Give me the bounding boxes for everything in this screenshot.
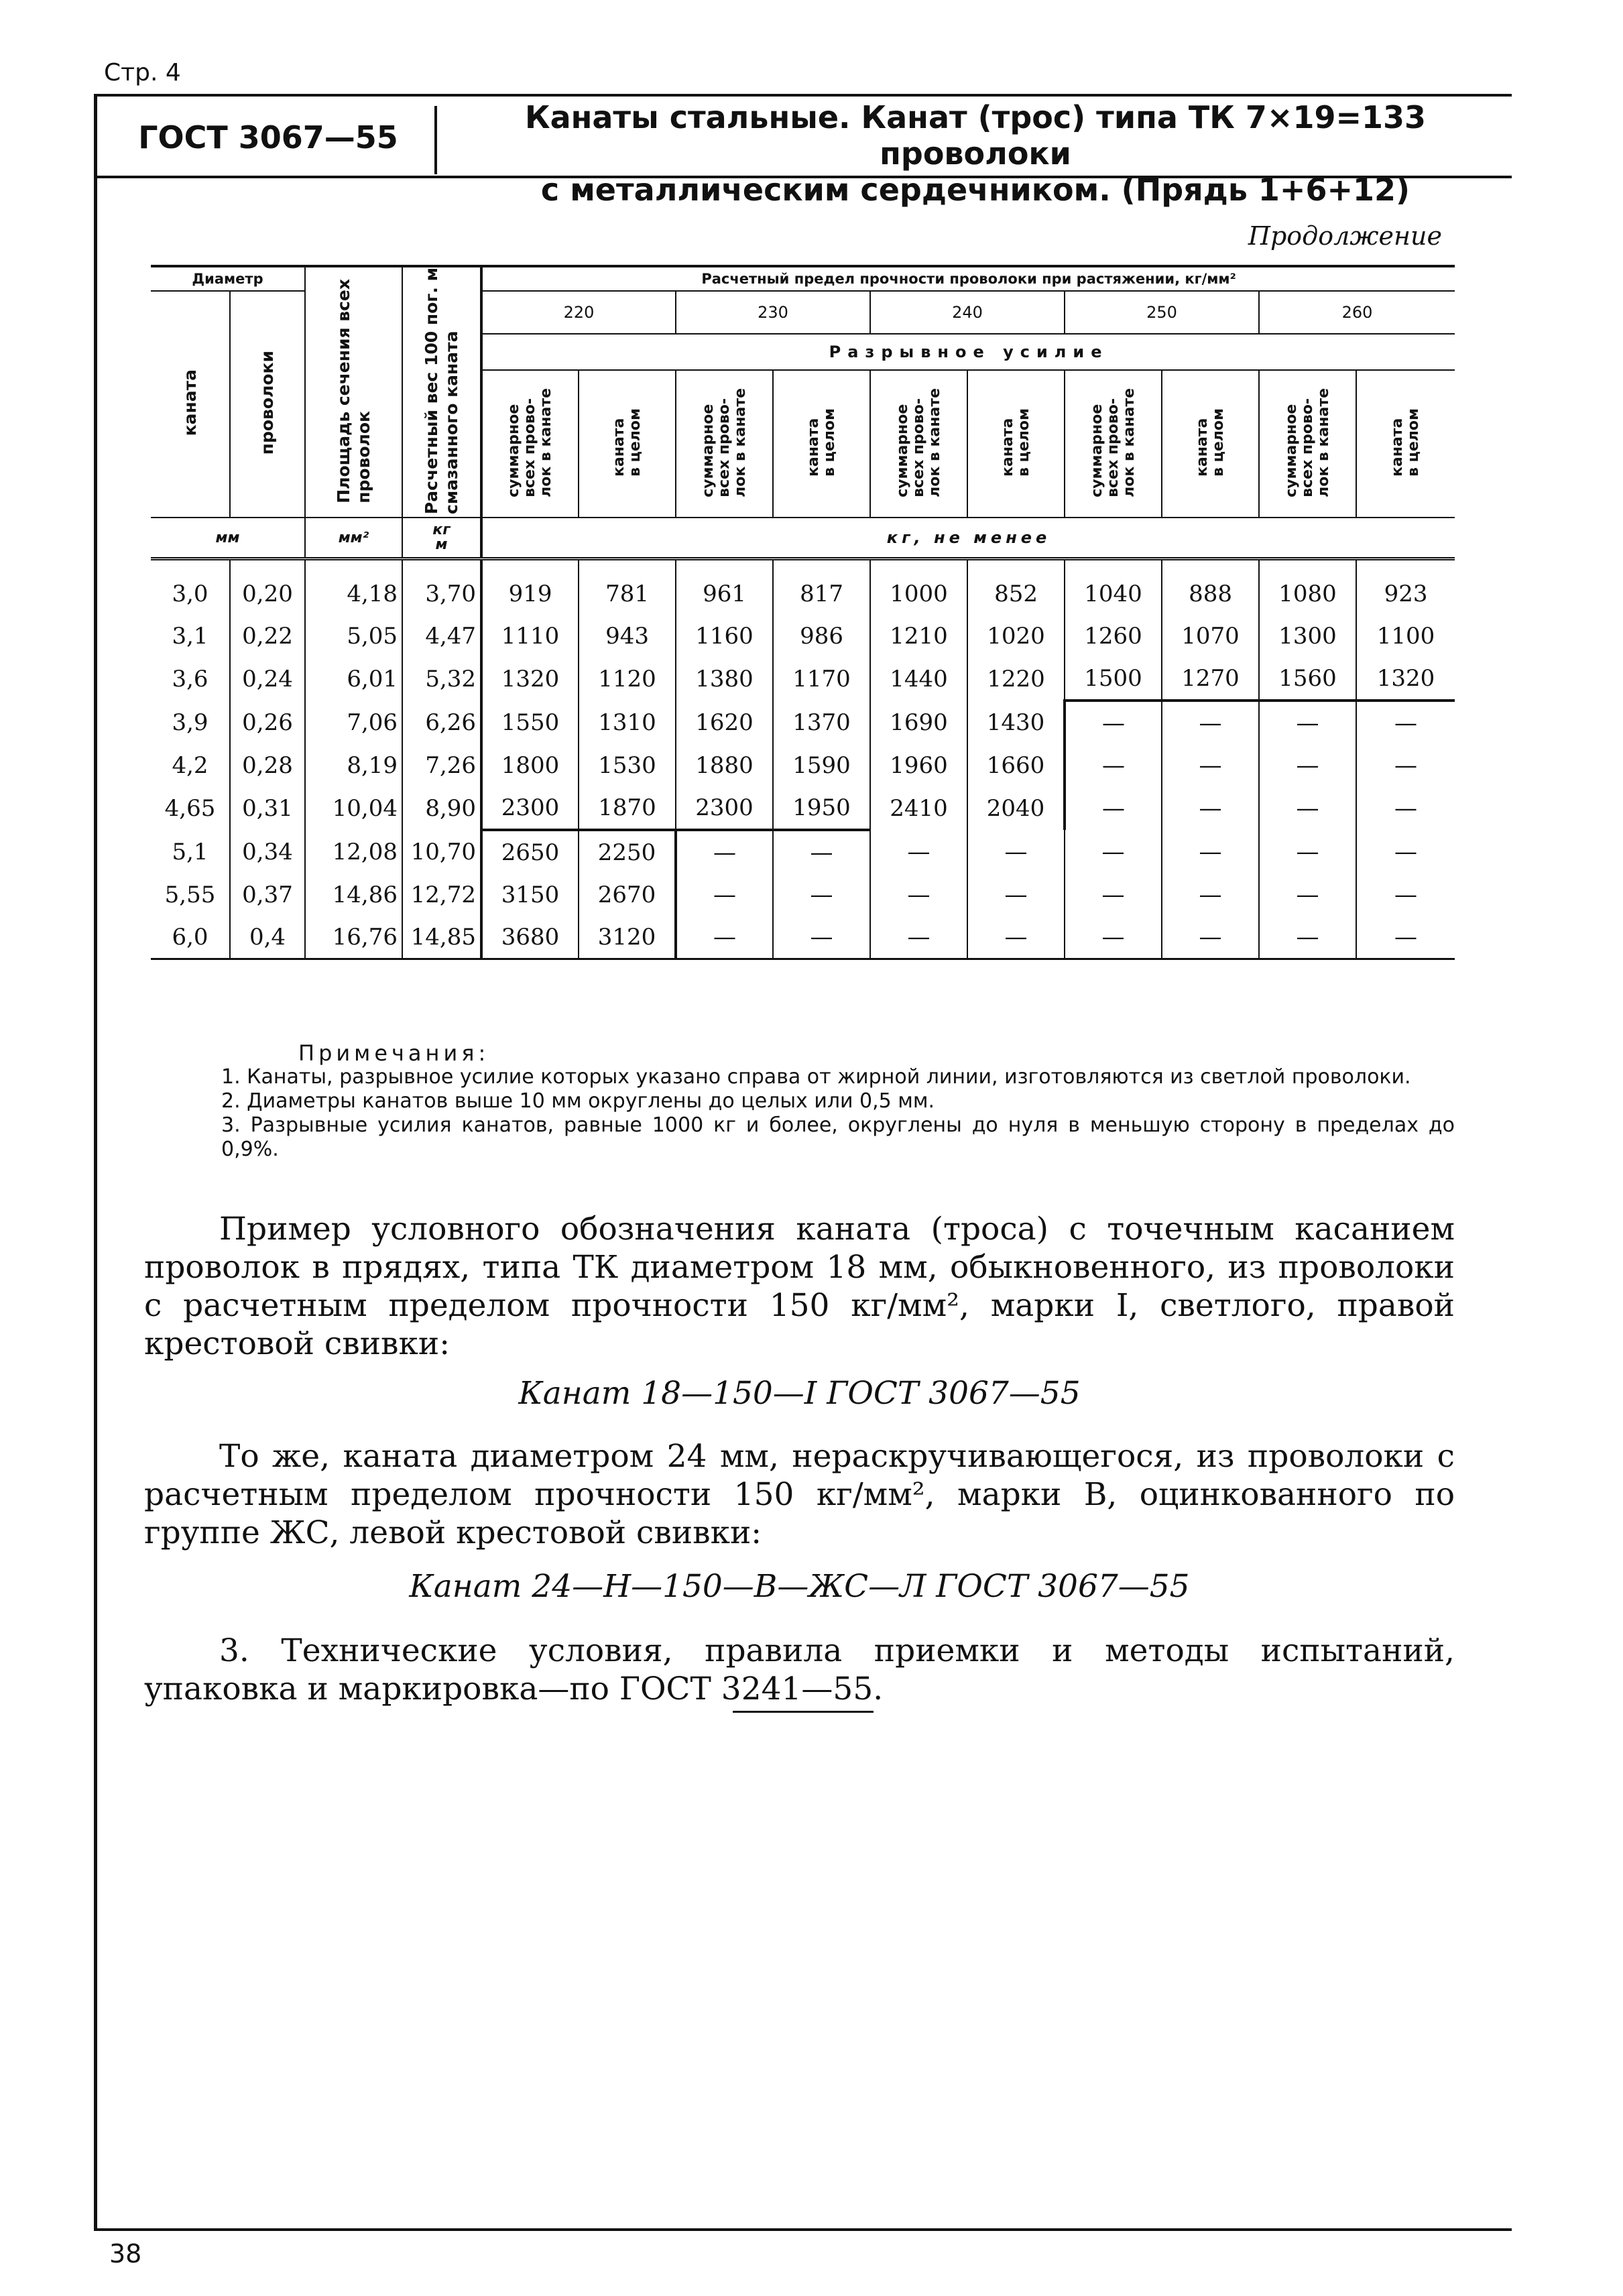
table-cell: 1170 xyxy=(773,657,870,701)
strength-240: 240 xyxy=(870,291,1065,334)
table-cell: — xyxy=(967,830,1065,873)
header-sum-260: суммарное всех прово- лок в канате xyxy=(1259,370,1356,518)
table-cell: 6,0 xyxy=(172,923,208,951)
table-cell: 0,37 xyxy=(230,873,305,916)
body-text xyxy=(144,1210,1455,1708)
table-cell: 1320 xyxy=(1356,657,1455,701)
table-cell: 1440 xyxy=(870,657,967,701)
table-cell: — xyxy=(1356,744,1455,786)
table-row xyxy=(151,873,1455,916)
table-cell: — xyxy=(773,873,870,916)
table-cell: 2670 xyxy=(579,873,676,916)
header-weight: Расчетный вес 100 пог. м смазанного каната xyxy=(402,266,481,518)
strength-230: 230 xyxy=(676,291,870,334)
table-cell: 2410 xyxy=(870,786,967,830)
table-cell: 1370 xyxy=(773,701,870,744)
table-cell: 3,6 xyxy=(172,665,208,692)
table-cell: 1950 xyxy=(773,786,870,830)
table-cell: 1160 xyxy=(676,615,773,657)
table-cell: 7,06 xyxy=(305,701,402,744)
table-cell: 1040 xyxy=(1065,559,1162,615)
notes xyxy=(221,1041,1455,1162)
table-cell: 2650 xyxy=(481,830,579,873)
table-cell: 923 xyxy=(1356,559,1455,615)
table-cell: — xyxy=(1259,744,1356,786)
table-cell: 1100 xyxy=(1356,615,1455,657)
strength-250: 250 xyxy=(1065,291,1259,334)
table-cell: — xyxy=(773,830,870,873)
header-whole-220: каната в целом xyxy=(579,370,676,518)
table-cell: 1550 xyxy=(481,701,579,744)
table-cell: 1560 xyxy=(1259,657,1356,701)
table-cell: 8,90 xyxy=(402,786,481,830)
table-cell: 7,26 xyxy=(402,744,481,786)
table-cell: 781 xyxy=(579,559,676,615)
table-cell: 6,01 xyxy=(305,657,402,701)
header-whole-260: каната в целом xyxy=(1356,370,1455,518)
table-cell: 5,32 xyxy=(402,657,481,701)
table-cell: — xyxy=(1356,830,1455,873)
document-title xyxy=(456,99,1495,208)
header-area: Площадь сечения всех проволок xyxy=(305,266,402,518)
table-cell: 943 xyxy=(579,615,676,657)
note-2: 2. Диаметры канатов выше 10 мм округлены до целых или 0,5 мм. xyxy=(221,1089,935,1113)
table-cell: 1870 xyxy=(579,786,676,830)
table-cell: — xyxy=(1259,701,1356,744)
table-cell: 1110 xyxy=(481,615,579,657)
table-row xyxy=(151,830,1455,873)
table-cell: 16,76 xyxy=(305,916,402,959)
table-cell: 0,26 xyxy=(230,701,305,744)
table-cell: — xyxy=(676,873,773,916)
table-cell: — xyxy=(676,830,773,873)
table-cell: — xyxy=(1356,873,1455,916)
table-cell: 1880 xyxy=(676,744,773,786)
table-cell: 888 xyxy=(1162,559,1259,615)
table-cell: 1080 xyxy=(1259,559,1356,615)
table-cell: 1300 xyxy=(1259,615,1356,657)
table-row xyxy=(151,615,1455,657)
table-cell: 0,22 xyxy=(230,615,305,657)
table-cell: 1500 xyxy=(1065,657,1162,701)
standard-id: ГОСТ 3067—55 xyxy=(138,119,398,156)
page-label: Стр. 4 xyxy=(104,59,181,86)
table-cell: 1320 xyxy=(481,657,579,701)
unit-kg-min: кг, не менее xyxy=(481,518,1455,559)
table-cell: 1310 xyxy=(579,701,676,744)
table-cell: — xyxy=(1162,744,1259,786)
table-cell: 3680 xyxy=(481,916,579,959)
unit-kg-per-m: кг м xyxy=(402,518,481,559)
table-cell: 8,19 xyxy=(305,744,402,786)
header-breaking-force: Разрывное усилие xyxy=(481,334,1455,370)
table-cell: 1260 xyxy=(1065,615,1162,657)
table-cell: 1070 xyxy=(1162,615,1259,657)
table-cell: — xyxy=(1065,873,1162,916)
table-cell: 0,31 xyxy=(230,786,305,830)
table-cell: — xyxy=(1162,786,1259,830)
example-paragraph-2: То же, каната диаметром 24 мм, нераскручивающегося, из проволоки с расчетным пределом прочности 150 кг/мм², марки В, оцинкованного по группе ЖС, левой крестовой свивки: xyxy=(144,1438,1455,1551)
header-whole-240: каната в целом xyxy=(967,370,1065,518)
table-cell: 1530 xyxy=(579,744,676,786)
title-line-2: с металлическим сердечником. (Прядь 1+6+12) xyxy=(540,172,1410,208)
table-cell: 1620 xyxy=(676,701,773,744)
table-cell: 5,1 xyxy=(172,838,208,865)
table-cell: — xyxy=(1356,916,1455,959)
table-cell: 10,04 xyxy=(305,786,402,830)
table-cell: 3,1 xyxy=(172,622,208,650)
header-separator xyxy=(434,106,437,174)
table-cell: — xyxy=(1259,786,1356,830)
table-cell: — xyxy=(1259,916,1356,959)
table-cell: 4,18 xyxy=(305,559,402,615)
table-row xyxy=(151,744,1455,786)
table-cell: — xyxy=(1162,916,1259,959)
header-sum-230: суммарное всех прово- лок в канате xyxy=(676,370,773,518)
example-designation-2: Канат 24—Н—150—В—ЖС—Л ГОСТ 3067—55 xyxy=(409,1568,1190,1605)
table-cell: 3120 xyxy=(579,916,676,959)
table-cell: 1270 xyxy=(1162,657,1259,701)
table-cell: — xyxy=(1259,873,1356,916)
table-cell: 817 xyxy=(773,559,870,615)
table-cell: 4,2 xyxy=(172,751,208,779)
table-cell: 0,20 xyxy=(230,559,305,615)
table-cell: 1120 xyxy=(579,657,676,701)
title-line-1: Канаты стальные. Канат (трос) типа ТК 7×19=133 проволоки xyxy=(524,99,1427,172)
table-row xyxy=(151,701,1455,744)
table-cell: 5,05 xyxy=(305,615,402,657)
table-cell: — xyxy=(1065,786,1162,830)
table-cell: 1000 xyxy=(870,559,967,615)
table-cell: — xyxy=(1356,786,1455,830)
table-cell: 919 xyxy=(481,559,579,615)
table-cell: 1220 xyxy=(967,657,1065,701)
table-cell: 986 xyxy=(773,615,870,657)
table-cell: — xyxy=(870,873,967,916)
table-cell: 1020 xyxy=(967,615,1065,657)
table-cell: 6,26 xyxy=(402,701,481,744)
table-cell: — xyxy=(967,916,1065,959)
unit-mm: мм xyxy=(151,518,305,559)
notes-heading: Примечания: xyxy=(298,1040,490,1066)
table-cell: 1590 xyxy=(773,744,870,786)
table-cell: — xyxy=(1065,701,1162,744)
table-cell: 3150 xyxy=(481,873,579,916)
table-body xyxy=(151,559,1455,959)
table-cell: 1660 xyxy=(967,744,1065,786)
table-cell: 1210 xyxy=(870,615,967,657)
table-row xyxy=(151,559,1455,615)
table-cell: 2300 xyxy=(481,786,579,830)
table-cell: 12,08 xyxy=(305,830,402,873)
end-rule xyxy=(733,1711,874,1713)
table-cell: — xyxy=(870,830,967,873)
table-cell: 0,34 xyxy=(230,830,305,873)
table-cell: — xyxy=(1162,873,1259,916)
table-cell: 14,85 xyxy=(402,916,481,959)
rope-data-table xyxy=(151,265,1455,960)
table-cell: 2040 xyxy=(967,786,1065,830)
table-row xyxy=(151,916,1455,959)
unit-mm2: мм² xyxy=(305,518,402,559)
table-cell: 2250 xyxy=(579,830,676,873)
table-cell: 852 xyxy=(967,559,1065,615)
header-sum-220: суммарное всех прово- лок в канате xyxy=(481,370,579,518)
table-cell: 961 xyxy=(676,559,773,615)
header-diameter: Диаметр xyxy=(151,266,305,291)
table-cell: — xyxy=(676,916,773,959)
strength-260: 260 xyxy=(1259,291,1455,334)
table-cell: 14,86 xyxy=(305,873,402,916)
header-rope: каната xyxy=(180,369,200,436)
table-cell: — xyxy=(1065,916,1162,959)
table-row xyxy=(151,786,1455,830)
header-sum-250: суммарное всех прово- лок в канате xyxy=(1065,370,1162,518)
continuation-label: Продолжение xyxy=(1248,221,1442,251)
table-cell: — xyxy=(773,916,870,959)
table-cell: 2300 xyxy=(676,786,773,830)
header-whole-250: каната в целом xyxy=(1162,370,1259,518)
table-cell: — xyxy=(1065,830,1162,873)
table-cell: — xyxy=(870,916,967,959)
example-paragraph: Пример условного обозначения каната (троса) с точечным касанием проволок в прядях, типа ТК диаметром 18 мм, обыкновенного, из проволоки с расчетным пределом прочности 150 кг/мм², марки I, светлого, правой крестовой свивки: xyxy=(144,1211,1455,1362)
table-cell: 1960 xyxy=(870,744,967,786)
table-cell: — xyxy=(1065,744,1162,786)
table-cell: 0,24 xyxy=(230,657,305,701)
table-row xyxy=(151,657,1455,701)
page-number: 38 xyxy=(109,2239,142,2269)
table-cell: 4,65 xyxy=(164,794,216,822)
table-cell: — xyxy=(967,873,1065,916)
table-cell: 1800 xyxy=(481,744,579,786)
note-1: 1. Канаты, разрывное усилие которых указано справа от жирной линии, изготовляются из светлой проволоки. xyxy=(221,1065,1411,1089)
table-cell: — xyxy=(1259,830,1356,873)
table-cell: 3,0 xyxy=(172,580,208,607)
header-wire: проволоки xyxy=(230,291,305,518)
table-cell: — xyxy=(1162,830,1259,873)
section-3: 3. Технические условия, правила приемки и методы испытаний, упаковка и маркировка—по ГОСТ 3241—55. xyxy=(144,1632,1455,1707)
header-strength: Расчетный предел прочности проволоки при растяжении, кг/мм² xyxy=(481,266,1455,291)
note-3: 3. Разрывные усилия канатов, равные 1000 кг и более, округлены до нуля в меньшую сторону в пределах до 0,9%. xyxy=(221,1113,1455,1161)
table-cell: 12,72 xyxy=(402,873,481,916)
header-sum-240: суммарное всех прово- лок в канате xyxy=(870,370,967,518)
table-cell: 1430 xyxy=(967,701,1065,744)
table-cell: 4,47 xyxy=(402,615,481,657)
table-cell: — xyxy=(1162,701,1259,744)
example-designation-1: Канат 18—150—I ГОСТ 3067—55 xyxy=(518,1375,1081,1412)
table-cell: 3,70 xyxy=(402,559,481,615)
strength-220: 220 xyxy=(481,291,676,334)
table-cell: 1690 xyxy=(870,701,967,744)
table-cell: 5,55 xyxy=(164,881,216,908)
table-cell: 0,28 xyxy=(230,744,305,786)
table-cell: 0,4 xyxy=(230,916,305,959)
table-cell: — xyxy=(1356,701,1455,744)
table-cell: 3,9 xyxy=(172,709,208,736)
table-cell: 10,70 xyxy=(402,830,481,873)
table-cell: 1380 xyxy=(676,657,773,701)
header-whole-230: каната в целом xyxy=(773,370,870,518)
